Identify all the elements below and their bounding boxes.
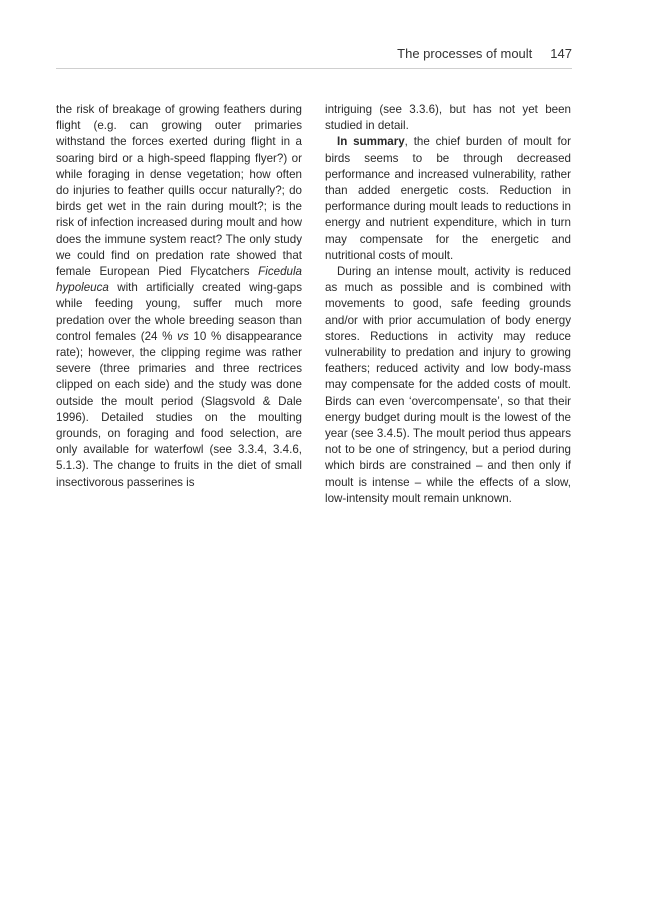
right-column (325, 102, 571, 507)
left-paragraph-1 (56, 102, 302, 491)
text-run: 10 % disappearance rate); however, the clipping regime was rather severe (three primaries and three rectrices clipped on each side) and the study was done outside the moult period (Slagsvold & Dale 1996). Detailed studies on the moulting grounds, on foraging and food selection, are only available for waterfowl (see 3.3.4, 3.4.6, 5.1.3). The change to fruits in the diet of small insectivorous passerines is (56, 329, 303, 489)
right-paragraph-3: During an intense moult, activity is reduced as much as possible and is combined with movements to good, safe feeding grounds and/or with prior accumulation of body energy stores. Reductions in activity may reduce vulnerability to predation and injury to growing feathers; reduced activity and low body-mass may compensate for the added costs of moult. Birds can even ‘overcompensate’, so that their energy budget during moult is the lowest of the year (see 3.4.5). The moult period thus appears not to be one of stringency, but a period during which birds are constrained – and then only if moult is intense – while the effects of a slow, low-intensity moult remain unknown. (325, 265, 571, 505)
summary-paragraph (325, 134, 571, 264)
text-run: with artificially created wing-gaps while feeding young, suffer much more predation over the whole breeding season than control females (24 % (56, 281, 302, 343)
running-head: The processes of moult (397, 45, 533, 61)
text-run: the risk of breakage of growing feathers during flight (e.g. can growing outer primaries withstand the forces exerted during flight in a soaring bird or a high-speed flapping flyer?) or while foraging in dense vegetation; how often do injuries to feather quills occur naturally?; do birds get wet in the rain during moult?; is the risk of infection increased during moult and how does the immune system react? The only study we could find on predation rate showed that female European Pied Flycatchers (56, 103, 302, 279)
summary-lead: In summary (337, 135, 405, 149)
header-rule (56, 68, 572, 69)
left-column (56, 102, 302, 491)
versus-italic: vs (177, 329, 189, 343)
page-header (56, 44, 572, 62)
text-run: , the chief burden of moult for birds seems to be through decreased performance and increased vulnerability, rather than added energetic costs. Reduction in performance during moult leads to reductions in energy and nutrient expenditure, which in turn may compensate for the energetic and nutritional costs of moult. (325, 135, 571, 262)
right-paragraph-1: intriguing (see 3.3.6), but has not yet been studied in detail. (325, 103, 571, 133)
page-number: 147 (550, 45, 572, 61)
species-name: Ficedula hypoleuca (56, 265, 302, 295)
